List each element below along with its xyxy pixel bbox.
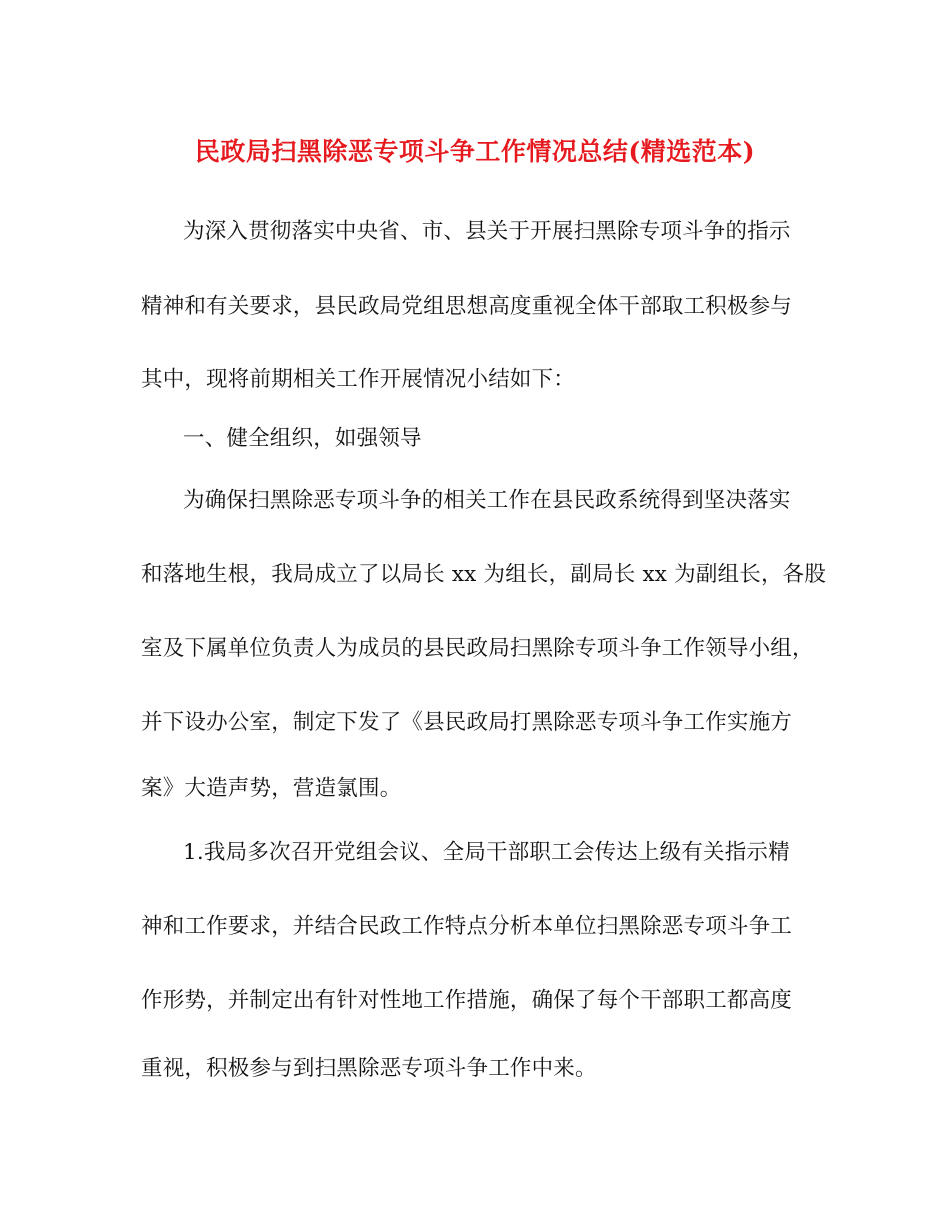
paragraph-line: 为确保扫黑除恶专项斗争的相关工作在县民政系统得到坚决落实 [183, 488, 791, 513]
paragraph-line: 室及下属单位负责人为成员的县民政局扫黑除专项斗争工作领导小组， [141, 636, 814, 661]
paragraph-line: 和落地生根，我局成立了以局长 xx 为组长，副局长 xx 为副组长，各股 [141, 562, 827, 587]
paragraph-line: 重视，积极参与到扫黑除恶专项斗争工作中来。 [141, 1056, 597, 1081]
paragraph-line: 并下设办公室，制定下发了《县民政局打黑除恶专项斗争工作实施方 [141, 710, 793, 735]
paragraph-line: 精神和有关要求，县民政局党组思想高度重视全体干部取工积极参与 [141, 294, 793, 319]
paragraph-line: 作形势，并制定出有针对性地工作措施，确保了每个干部职工都高度 [141, 988, 793, 1013]
paragraph-line: 1.我局多次召开党组会议、全局干部职工会传达上级有关指示精 [183, 840, 790, 865]
section-heading: 一、健全组织，如强领导 [183, 426, 422, 451]
paragraph-line: 其中，现将前期相关工作开展情况小结如下： [141, 367, 576, 392]
paragraph-line: 为深入贯彻落实中央省、市、县关于开展扫黑除专项斗争的指示 [183, 219, 791, 244]
paragraph-line: 神和工作要求，并结合民政工作特点分析本单位扫黑除恶专项斗争工 [141, 914, 793, 939]
document-title: 民政局扫黑除恶专项斗争工作情况总结(精选范本) [194, 137, 756, 166]
paragraph-line: 案》大造声势，营造氯围。 [141, 776, 402, 801]
